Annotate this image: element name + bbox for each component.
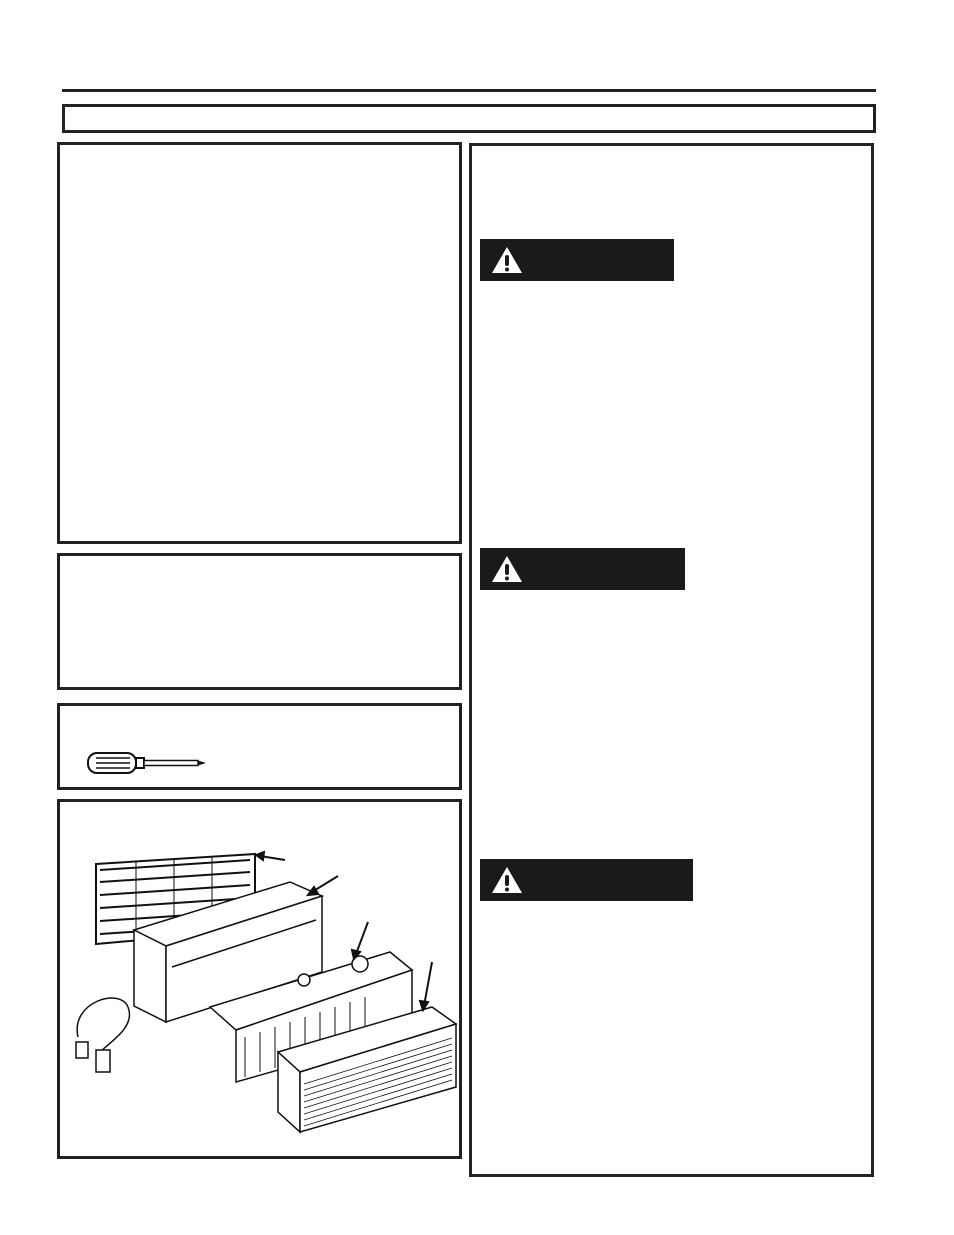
intro-box: [57, 142, 462, 544]
warning-triangle-icon: [490, 245, 524, 275]
power-cord-illustration: [76, 998, 130, 1072]
screwdriver-icon: [84, 748, 214, 778]
header-band: [62, 104, 876, 133]
parts-box: [57, 799, 462, 1159]
warning-banner-3: [480, 859, 693, 901]
tools-box: [57, 703, 462, 790]
air-conditioner-exploded-view: [60, 802, 459, 1156]
warning-triangle-icon: [490, 554, 524, 584]
warning-banner-2: [480, 548, 685, 590]
header-rule: [62, 89, 876, 92]
notes-box: [57, 553, 462, 690]
warning-triangle-icon: [490, 865, 524, 895]
warning-banner-1: [480, 239, 674, 281]
right-column-box: [469, 143, 874, 1177]
